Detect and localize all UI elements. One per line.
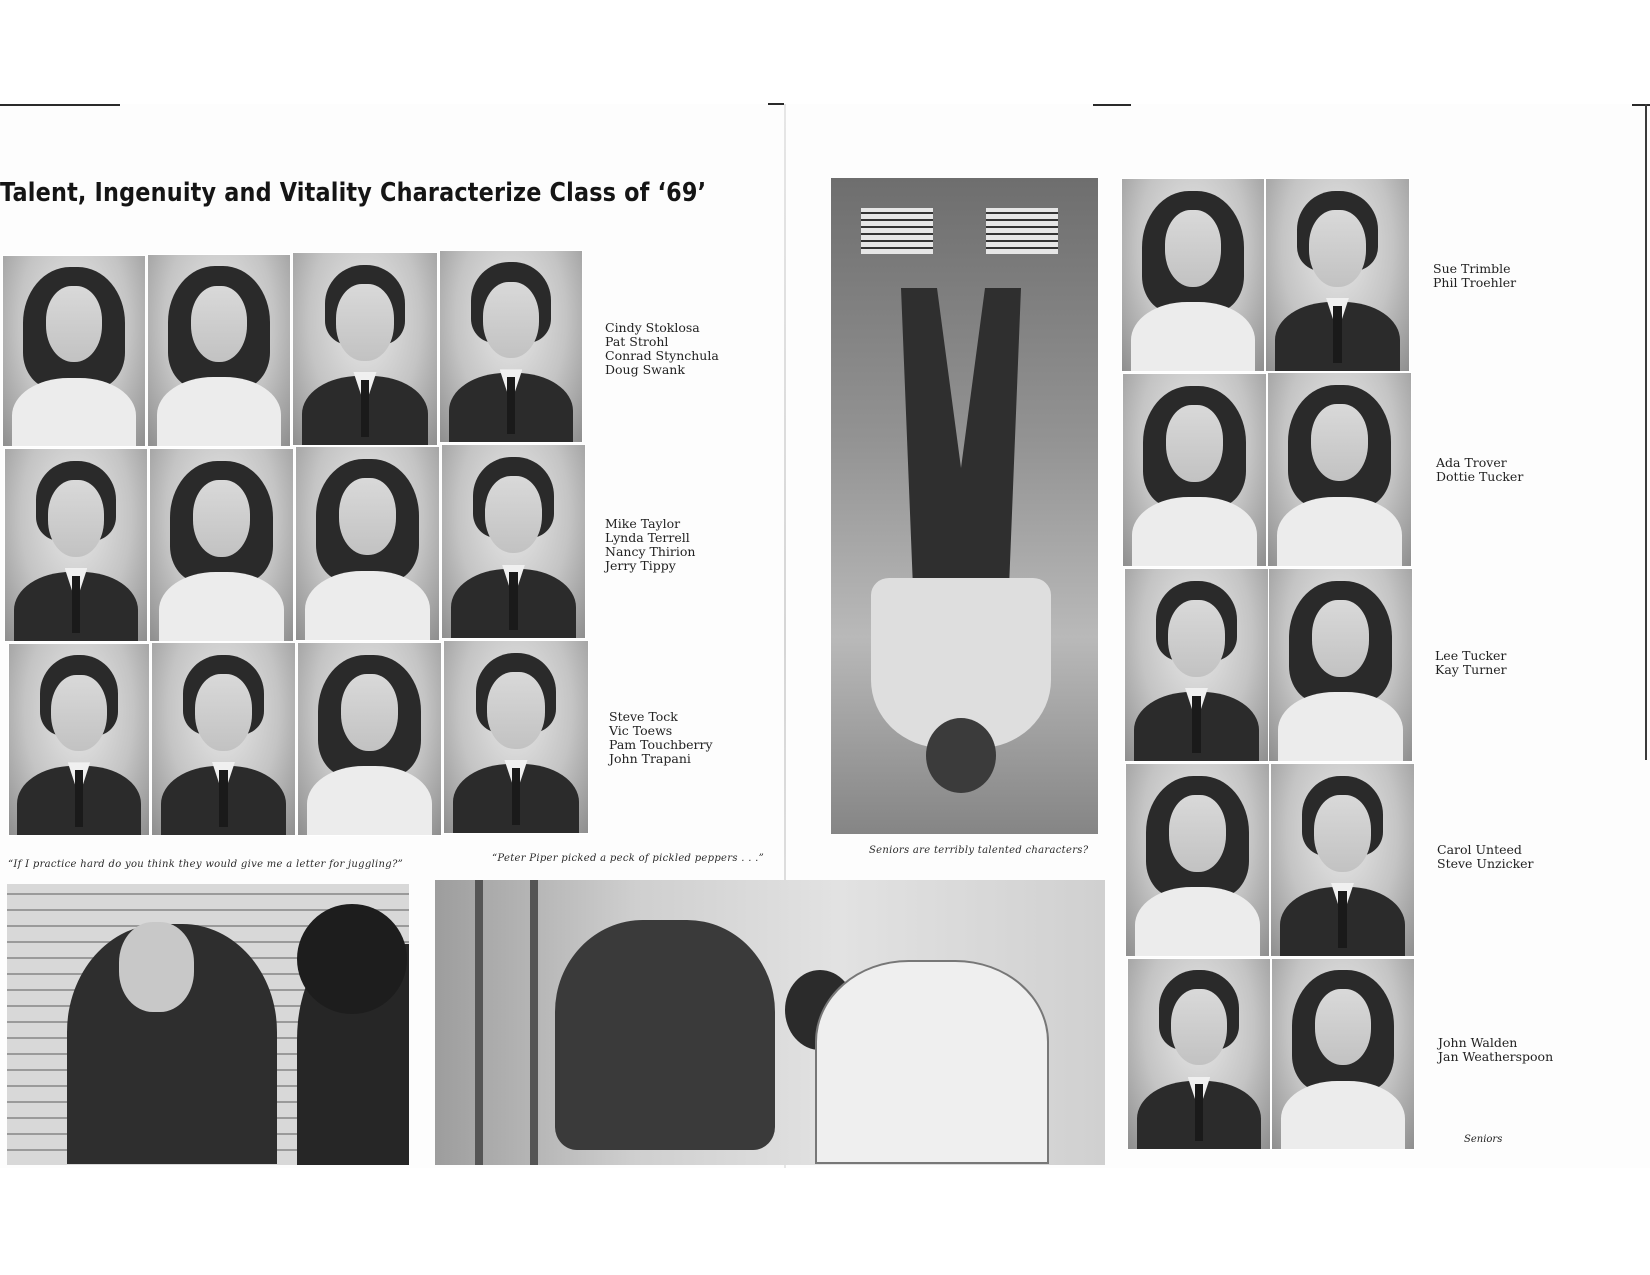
name-label: Nancy Thirion [605, 544, 696, 559]
portrait-photo [1265, 178, 1410, 372]
name-list [1433, 262, 1516, 290]
name-label: Lee Tucker [1435, 648, 1507, 663]
name-label: Sue Trimble [1433, 261, 1511, 276]
name-label: Mike Taylor [605, 516, 681, 531]
portrait-photo [292, 252, 438, 446]
name-label: Phil Troehler [1433, 275, 1517, 290]
name-label: Steve Tock [609, 709, 678, 724]
portrait-photo [1127, 958, 1271, 1150]
name-list [1438, 1036, 1553, 1064]
name-list [1437, 843, 1534, 871]
name-label: Conrad Stynchula [605, 348, 719, 363]
page-edge-line [1645, 104, 1647, 760]
candid-photo [831, 178, 1098, 834]
name-list [605, 321, 719, 377]
name-label: Carol Unteed [1437, 842, 1522, 857]
portrait-photo [1268, 568, 1413, 762]
portrait-photo [151, 642, 296, 836]
name-list [609, 710, 713, 766]
name-label: John Trapani [609, 751, 691, 766]
name-label: Jerry Tippy [605, 558, 676, 573]
portrait-photo [8, 643, 150, 836]
portrait-photo [1125, 763, 1270, 957]
portrait-photo [295, 446, 440, 641]
portrait-photo [443, 640, 589, 834]
photo-caption: Seniors are terribly talented characters? [869, 845, 1089, 856]
candid-photo [435, 880, 1105, 1165]
name-label: Lynda Terrell [605, 530, 690, 545]
portrait-photo [297, 642, 442, 836]
name-list [1436, 456, 1523, 484]
portrait-photo [2, 255, 146, 447]
page-edge-line [768, 103, 784, 105]
name-label: John Walden [1438, 1035, 1518, 1050]
photo-caption: “Peter Piper picked a peck of pickled peppers . . .” [492, 853, 765, 864]
page-edge-line [1093, 104, 1131, 106]
page-edge-line [1632, 104, 1650, 106]
name-label: Dottie Tucker [1436, 469, 1524, 484]
portrait-photo [147, 254, 291, 447]
portrait-photo [439, 250, 583, 443]
name-label: Jan Weatherspoon [1438, 1049, 1554, 1064]
page-folio: Seniors [1464, 1134, 1503, 1145]
portrait-photo [1121, 178, 1265, 372]
portrait-photo [1122, 373, 1267, 567]
page-edge-line [0, 104, 120, 106]
name-label: Pam Touchberry [609, 737, 713, 752]
name-label: Pat Strohl [605, 334, 669, 349]
portrait-photo [1124, 568, 1269, 762]
name-label: Doug Swank [605, 362, 685, 377]
name-list [605, 517, 695, 573]
photo-caption: “If I practice hard do you think they would give me a letter for juggling?” [8, 859, 404, 870]
portrait-photo [1270, 763, 1415, 957]
name-label: Cindy Stoklosa [605, 320, 700, 335]
page-headline: Talent, Ingenuity and Vitality Characterize Class of ‘69’ [0, 178, 707, 208]
name-label: Steve Unzicker [1437, 856, 1534, 871]
name-label: Vic Toews [609, 723, 673, 738]
portrait-photo [4, 448, 148, 642]
portrait-photo [149, 448, 294, 642]
name-label: Kay Turner [1435, 662, 1507, 677]
portrait-photo [441, 444, 586, 639]
portrait-photo [1271, 958, 1415, 1150]
name-list [1435, 649, 1507, 677]
name-label: Ada Trover [1436, 455, 1507, 470]
candid-photo [7, 884, 409, 1165]
portrait-photo [1267, 372, 1412, 567]
